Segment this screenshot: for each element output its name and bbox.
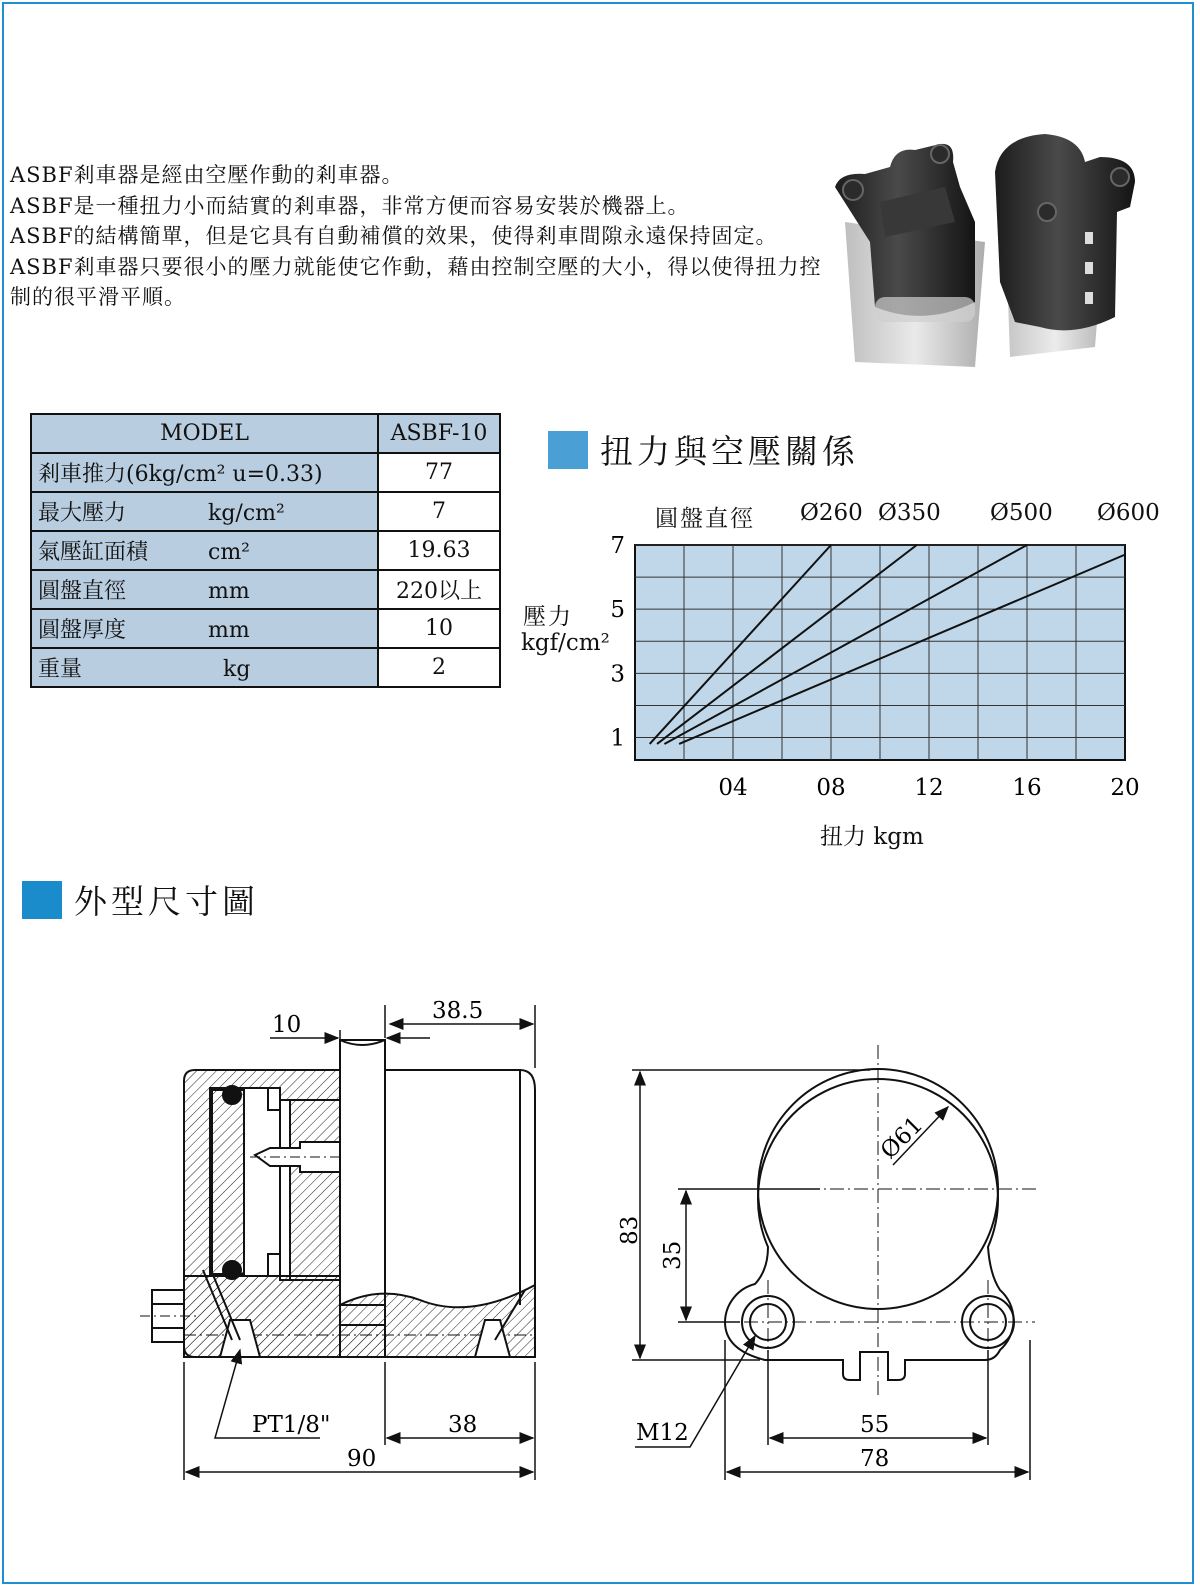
spec-row-value: 7 — [378, 492, 500, 531]
dim-38: 38 — [448, 1412, 478, 1438]
section-title-text: 外型尺寸圖 — [74, 882, 259, 921]
y-tick-label: 7 — [610, 533, 625, 559]
dim-m12: M12 — [636, 1420, 689, 1446]
legend-entry-600: Ø600 — [1097, 500, 1160, 526]
spec-row-label-text: 圓盤厚度 — [38, 618, 127, 643]
x-tick-label: 04 — [718, 775, 748, 801]
spec-header-label: MODEL — [31, 414, 378, 453]
spec-row-value: 2 — [378, 648, 500, 687]
spec-row-label-text: 圓盤直徑 — [38, 579, 127, 604]
spec-row-label-text: 剎車推力(6kg/cm² u=0.33) — [38, 462, 323, 487]
x-tick-label: 08 — [816, 775, 846, 801]
spec-row-value: 19.63 — [378, 531, 500, 570]
spec-row-unit: kg/cm² — [208, 501, 285, 526]
dim-38-5: 38.5 — [432, 998, 484, 1024]
spec-row-unit: mm — [208, 618, 250, 643]
spec-row-label-text: 最大壓力 — [38, 501, 127, 526]
dim-90: 90 — [347, 1446, 377, 1472]
dim-pt: PT1/8" — [252, 1412, 331, 1438]
spec-row-value: 10 — [378, 609, 500, 648]
intro-line-1: ASBF剎車器是經由空壓作動的剎車器。 — [10, 163, 404, 187]
spec-row-unit: cm² — [208, 540, 251, 565]
y-tick-label: 1 — [610, 725, 625, 752]
legend-entry-260: Ø260 — [800, 500, 863, 526]
dim-83: 83 — [617, 1215, 643, 1245]
legend-entry-350: Ø350 — [878, 500, 941, 526]
x-tick-label: 20 — [1110, 775, 1140, 801]
y-tick-label: 5 — [610, 597, 625, 624]
legend-entry-500: Ø500 — [990, 500, 1053, 526]
x-tick-label: 12 — [914, 775, 944, 801]
spec-row-label-text: 氣壓缸面積 — [38, 540, 149, 565]
intro-line-4: ASBF剎車器只要很小的壓力就能使它作動，藉由控制空壓的大小，得以使得扭力控制的很平滑平順。 — [10, 254, 822, 309]
intro-line-2: ASBF是一種扭力小而結實的剎車器，非常方便而容易安裝於機器上。 — [10, 193, 690, 218]
chart-xlabel: 扭力 kgm — [820, 824, 924, 850]
x-tick-label: 16 — [1012, 775, 1042, 801]
side-section-view — [140, 1040, 535, 1357]
spec-row-unit: kg — [223, 657, 251, 682]
spec-row-value: 220以上 — [378, 570, 500, 609]
dim-55: 55 — [860, 1412, 890, 1438]
dim-35: 35 — [660, 1240, 686, 1270]
chart-ylabel-2: kgf/cm² — [521, 630, 610, 656]
dim-61: Ø61 — [875, 1111, 929, 1165]
spec-header-model: ASBF-10 — [378, 414, 500, 453]
section-title-text: 扭力與空壓關係 — [600, 432, 859, 471]
chart-legend-label: 圓盤直徑 — [655, 506, 755, 532]
spec-row-label-text: 重量 — [38, 657, 83, 682]
front-view — [710, 1045, 1040, 1395]
dim-10: 10 — [272, 1012, 302, 1038]
y-tick-label: 3 — [610, 661, 625, 688]
intro-line-3: ASBF的結構簡單，但是它具有自動補償的效果，使得剎車間隙永遠保持固定。 — [10, 224, 778, 248]
spec-row-value: 77 — [378, 453, 500, 492]
chart-ylabel-1: 壓力 — [523, 604, 573, 630]
spec-row-unit: mm — [208, 579, 250, 604]
dim-78: 78 — [860, 1446, 890, 1472]
